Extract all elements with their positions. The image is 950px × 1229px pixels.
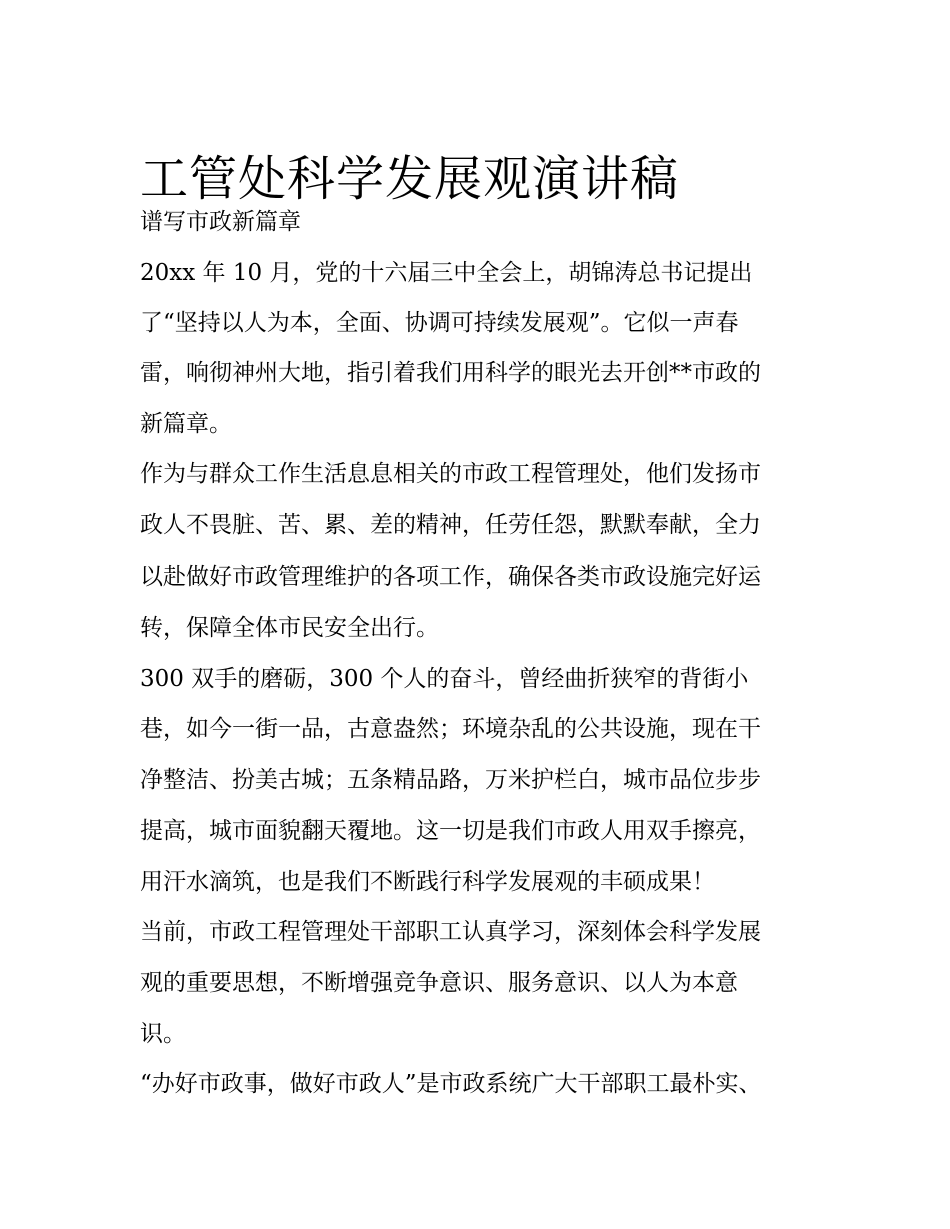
body-line: 政人不畏脏、苦、累、差的精神，任劳任怨，默默奉献，全力 <box>140 512 761 538</box>
body-line: 20xx 年 10 月，党的十六届三中全会上，胡锦涛总书记提出 <box>140 260 753 286</box>
body-line: 新篇章。 <box>140 411 232 437</box>
body-line: “办好市政事，做好市政人”是市政系统广大干部职工最朴实、 <box>140 1071 762 1097</box>
body-line: 以赴做好市政管理维护的各项工作，确保各类市政设施完好运 <box>140 564 761 590</box>
document-title: 工管处科学发展观演讲稿 <box>140 151 680 208</box>
body-line: 提高，城市面貌翻天覆地。这一切是我们市政人用双手擦亮， <box>140 818 761 844</box>
body-line: 雷，响彻神州大地，指引着我们用科学的眼光去开创**市政的 <box>140 360 761 386</box>
body-line: 了“坚持以人为本，全面、协调可持续发展观”。它似一声春 <box>140 310 739 336</box>
body-line: 作为与群众工作生活息息相关的市政工程管理处，他们发扬市 <box>140 461 761 487</box>
body-line: 识。 <box>140 1021 186 1047</box>
body-line: 用汗水滴筑，也是我们不断践行科学发展观的丰硕成果！ <box>140 869 715 895</box>
body-line: 巷，如今一街一品，古意盎然；环境杂乱的公共设施，现在干 <box>140 716 761 742</box>
body-line: 300 双手的磨砺，300 个人的奋斗，曾经曲折狭窄的背街小 <box>140 666 749 692</box>
body-line: 净整洁、扮美古城；五条精品路，万米护栏白，城市品位步步 <box>140 767 761 793</box>
body-line: 观的重要思想，不断增强竞争意识、服务意识、以人为本意 <box>140 970 738 996</box>
body-line: 转，保障全体市民安全出行。 <box>140 615 439 641</box>
body-line: 当前，市政工程管理处干部职工认真学习，深刻体会科学发展 <box>140 919 761 945</box>
document-subtitle: 谱写市政新篇章 <box>140 209 301 235</box>
